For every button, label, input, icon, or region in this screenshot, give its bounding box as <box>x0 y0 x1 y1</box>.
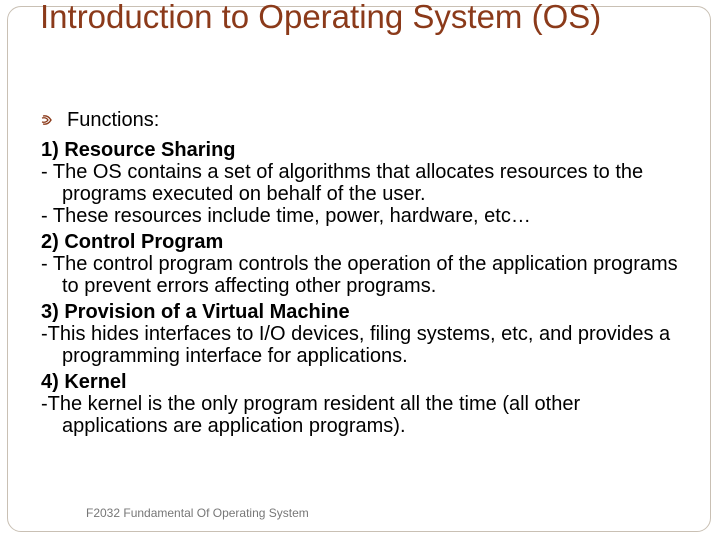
functions-label: Functions: <box>67 109 160 131</box>
resource-sharing-item-1: - The OS contains a set of algorithms that allocates resources to the programs executed on behalf of the user. <box>41 161 644 205</box>
section-heading-resource-sharing: 1) Resource Sharing <box>41 139 236 161</box>
resource-sharing-item-2: - These resources include time, power, hardware, etc… <box>41 205 531 227</box>
virtual-machine-item-1: -This hides interfaces to I/O devices, filing systems, etc, and provides a programming interface for applications. <box>41 323 671 367</box>
slide-body <box>41 109 691 437</box>
slide-footer: F2032 Fundamental Of Operating System <box>86 506 309 520</box>
functions-bullet <box>41 109 691 131</box>
control-program-item-1: - The control program controls the operation of the application programs to prevent errors affecting other programs. <box>41 253 678 297</box>
section-heading-kernel: 4) Kernel <box>41 371 127 393</box>
section-heading-virtual-machine: 3) Provision of a Virtual Machine <box>41 301 350 323</box>
kernel-item-1: -The kernel is the only program resident all the time (all other applications are application programs). <box>41 393 581 437</box>
section-heading-control-program: 2) Control Program <box>41 231 224 253</box>
bullet-icon <box>41 114 53 126</box>
slide-title: Introduction to Operating System (OS) <box>40 0 602 35</box>
slide-frame <box>7 0 711 532</box>
